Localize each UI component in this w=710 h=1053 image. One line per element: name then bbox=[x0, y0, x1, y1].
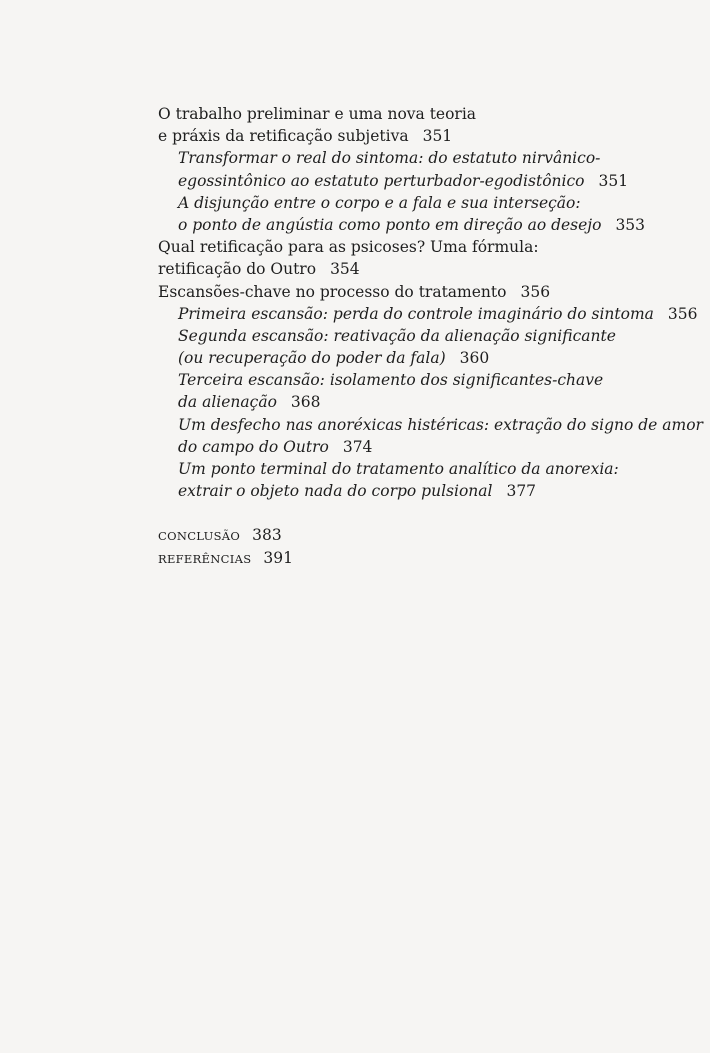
page-number: 353 bbox=[615, 215, 646, 234]
toc-subentry: Primeira escansão: perda do controle imaginário do sintoma 356 bbox=[158, 303, 658, 325]
conclusion-label: CONCLUSÃO bbox=[158, 529, 241, 543]
page-number: 354 bbox=[330, 260, 360, 279]
page-number: 391 bbox=[263, 549, 293, 567]
page-number: 356 bbox=[667, 304, 698, 323]
page-number: 368 bbox=[290, 393, 321, 412]
toc-entry: retificação do Outro 354 bbox=[158, 258, 658, 280]
page-number: 356 bbox=[520, 282, 551, 301]
toc-subentry: o ponto de angústia como ponto em direção ao desejo 353 bbox=[158, 214, 658, 236]
toc-entry: O trabalho preliminar e uma nova teoria bbox=[158, 105, 477, 123]
toc-entry: e práxis da retificação subjetiva 351 bbox=[158, 125, 658, 147]
toc-subentry: Um ponto terminal do tratamento analítico da anorexia: bbox=[178, 460, 619, 478]
page-number: 383 bbox=[252, 526, 282, 544]
references-label: REFERÊNCIAS bbox=[158, 552, 252, 566]
page-number: 351 bbox=[422, 127, 453, 146]
toc-subentry: A disjunção entre o corpo e a fala e sua interseção: bbox=[178, 193, 581, 212]
page-number: 351 bbox=[598, 171, 629, 190]
toc-subentry: Segunda escansão: reativação da alienação significante bbox=[178, 326, 616, 345]
table-of-contents bbox=[158, 103, 703, 502]
toc-subentry: Transformar o real do sintoma: do estatuto nirvânico- bbox=[178, 149, 601, 168]
page-number: 360 bbox=[459, 349, 490, 368]
toc-subentry: extrair o objeto nada do corpo pulsional 377 bbox=[158, 480, 658, 502]
toc-subentry: do campo do Outro 374 bbox=[158, 436, 658, 458]
toc-subentry: Um desfecho nas anoréxicas histéricas: extração do signo de amor bbox=[178, 415, 703, 434]
toc-entry: Escansões-chave no processo do tratamento 356 bbox=[158, 281, 658, 303]
page-number: 374 bbox=[342, 437, 373, 456]
toc-entry: Qual retificação para as psicoses? Uma fórmula: bbox=[158, 238, 539, 257]
back-matter bbox=[158, 523, 293, 569]
toc-subentry: (ou recuperação do poder da fala) 360 bbox=[158, 347, 658, 369]
toc-conclusion bbox=[158, 523, 293, 546]
toc-subentry: Terceira escansão: isolamento dos significantes-chave bbox=[178, 371, 604, 390]
toc-subentry: egossintônico ao estatuto perturbador-egodistônico 351 bbox=[158, 170, 658, 192]
toc-subentry: da alienação 368 bbox=[158, 391, 658, 413]
page-number: 377 bbox=[506, 482, 537, 501]
toc-references bbox=[158, 546, 293, 569]
